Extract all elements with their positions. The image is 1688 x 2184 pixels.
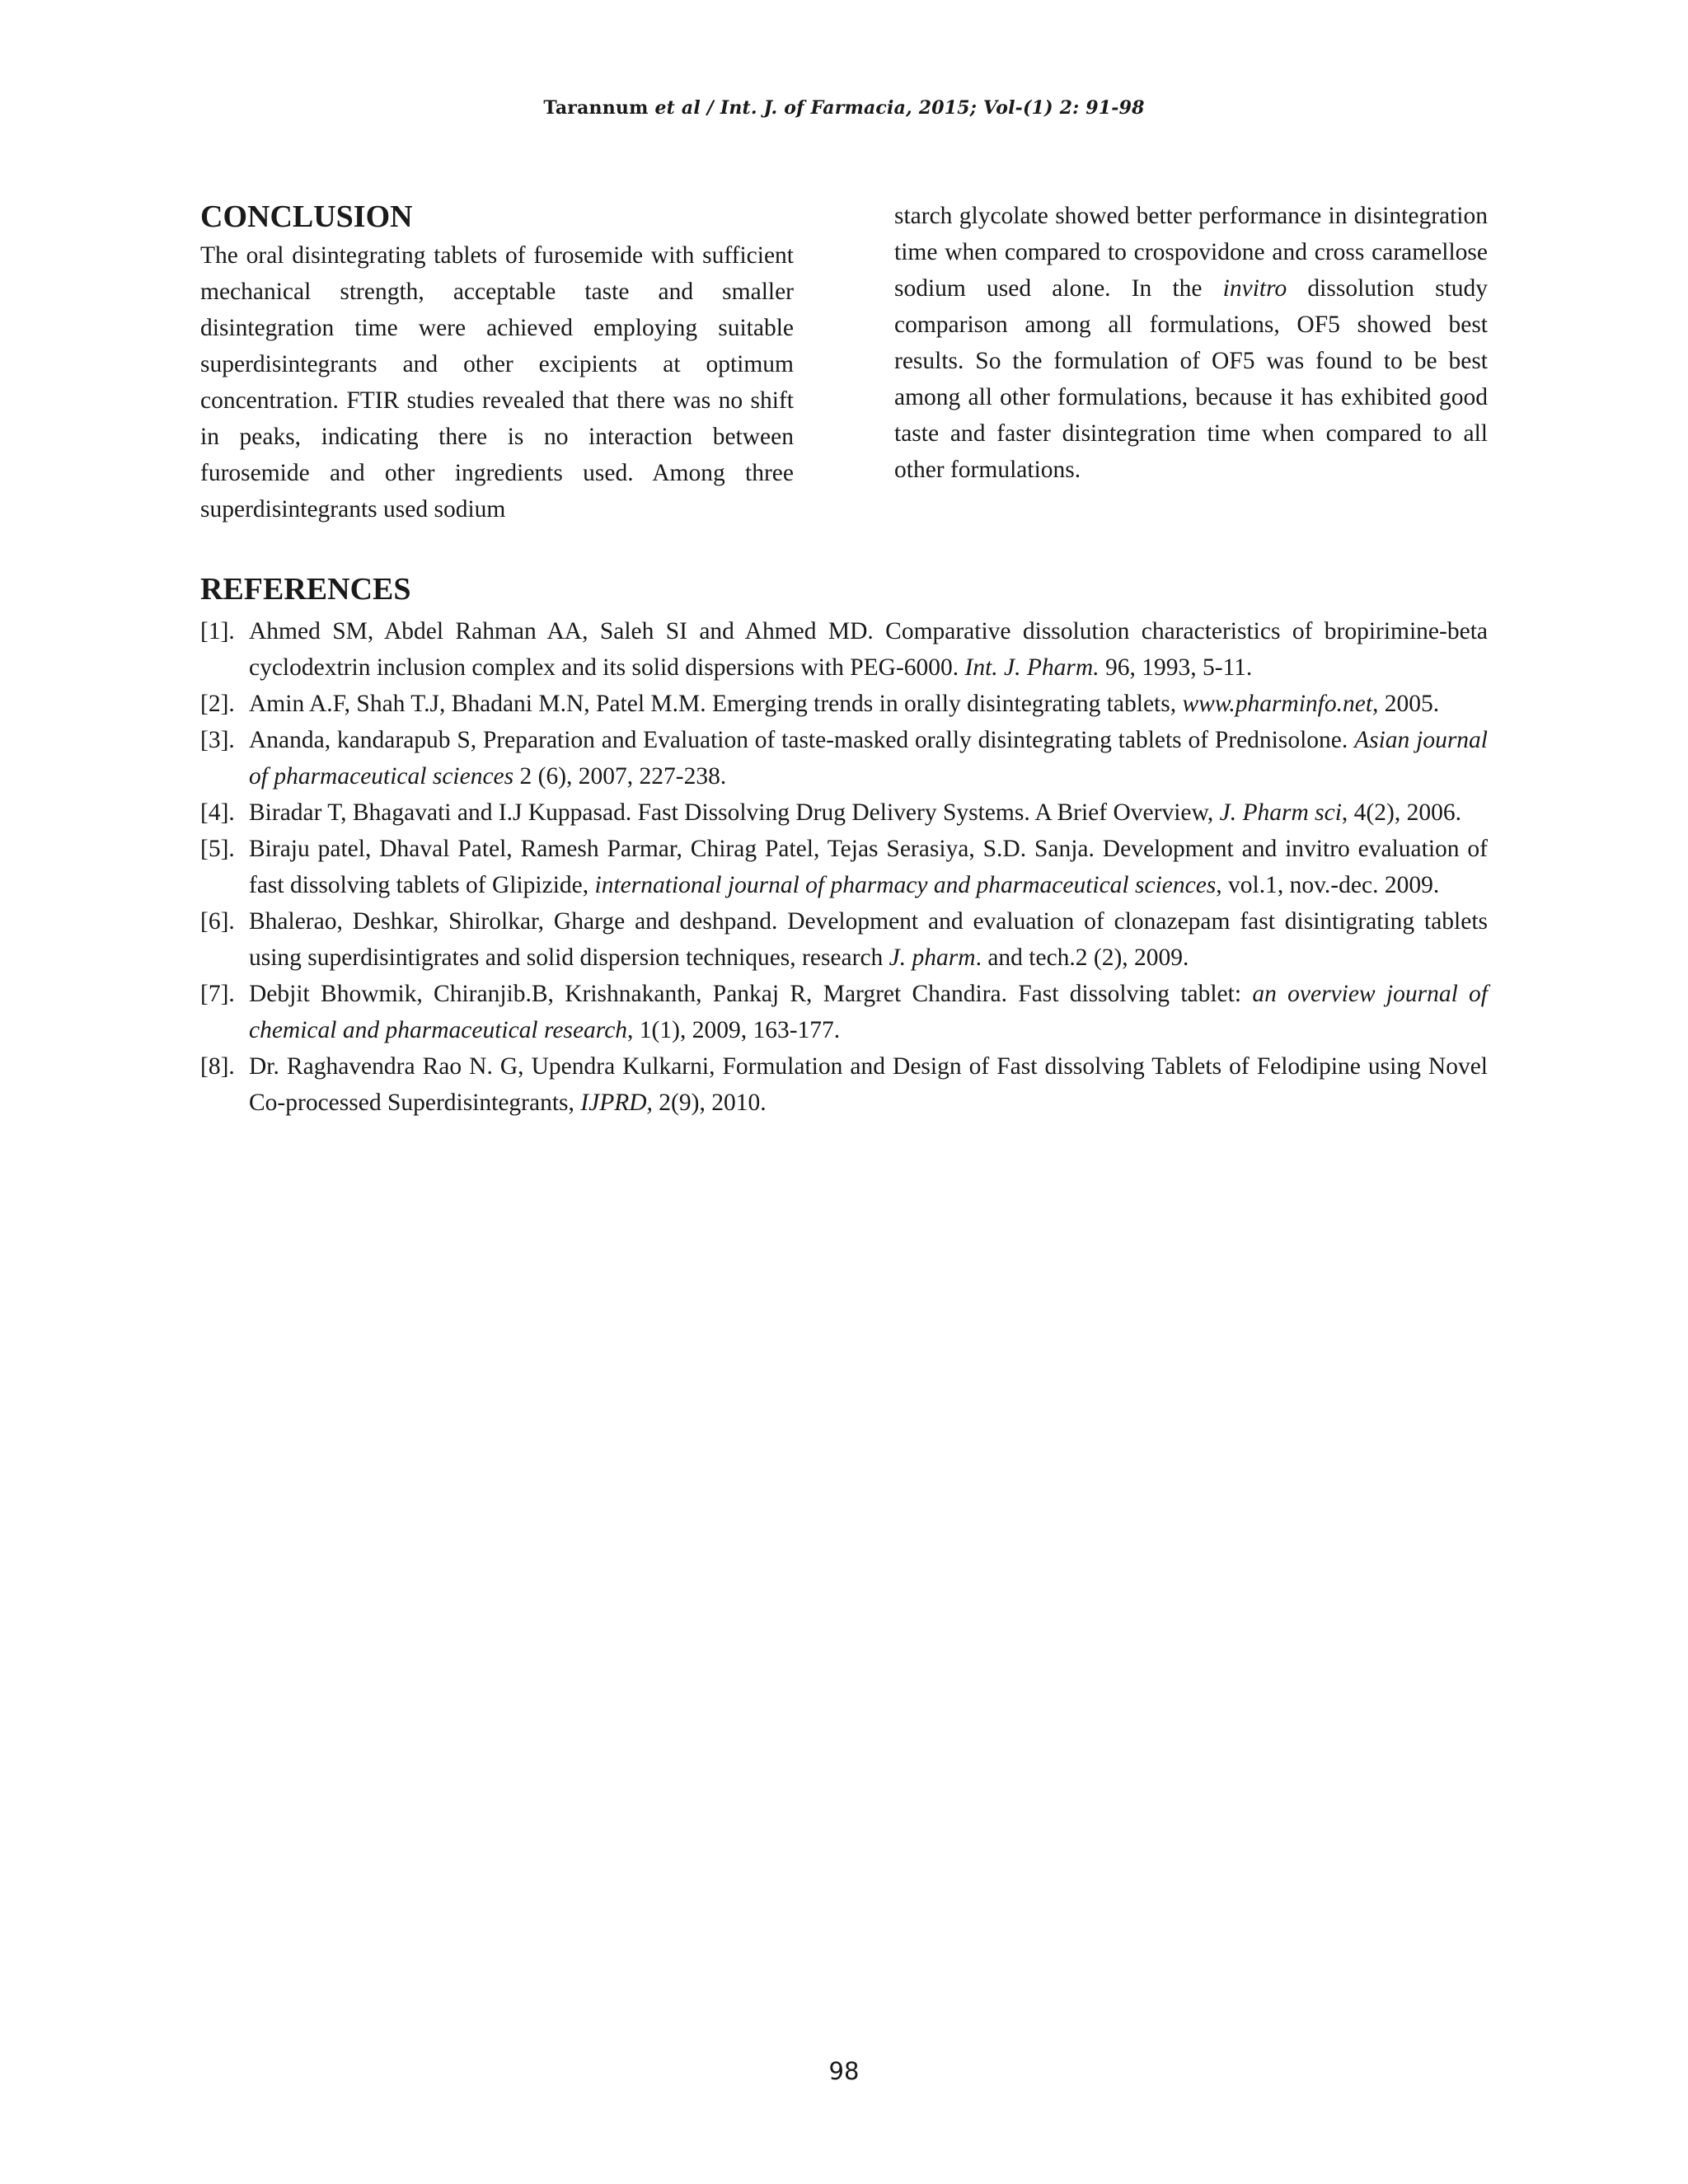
reference-source: Int. J. Pharm.: [964, 654, 1100, 681]
reference-number: [3].: [200, 727, 235, 753]
reference-number: [5].: [200, 836, 235, 862]
reference-details: . and tech.2 (2), 2009.: [975, 944, 1189, 971]
reference-number: [4].: [200, 799, 235, 826]
page-number: 98: [828, 2057, 860, 2085]
reference-source: Asian journal of pharmaceutical sciences: [249, 727, 1488, 790]
reference-source: J. pharm: [889, 944, 976, 971]
reference-number: [2].: [200, 691, 235, 717]
reference-item: [200, 686, 1488, 722]
reference-source: IJPRD,: [580, 1090, 653, 1116]
reference-source: J. Pharm sci: [1219, 799, 1342, 826]
reference-details: 2(9), 2010.: [659, 1090, 767, 1116]
reference-source: an overview journal of chemical and pharmaceutical research: [249, 981, 1488, 1043]
reference-details: , vol.1, nov.-dec. 2009.: [1216, 872, 1440, 898]
reference-list: [200, 613, 1488, 1121]
reference-item: [200, 794, 1488, 831]
header-author: Tarannum: [543, 97, 649, 119]
reference-item: [200, 831, 1488, 903]
reference-item: [200, 976, 1488, 1048]
references-heading: REFERENCES: [200, 572, 411, 607]
reference-text: Ananda, kandarapub S, Preparation and Evaluation of taste-masked orally disintegrating tablets of Prednisolone.: [249, 727, 1348, 753]
conclusion-text-right-b: dissolution study comparison among all formulations, OF5 showed best results. So the formulation of OF5 was found to be best among all other formulations, because it has exhibited good taste and faster disintegration time when compared to all other formulations.: [894, 275, 1489, 483]
reference-details: 96, 1993, 5-11.: [1104, 654, 1253, 681]
reference-text: Biraju patel, Dhaval Patel, Ramesh Parmar, Chirag Patel, Tejas Serasiya, S.D. Sanja. Development and invitro evaluation of fast dissolving tablets of Glipizide,: [249, 836, 1488, 898]
running-header: [0, 97, 1688, 119]
reference-text: Bhalerao, Deshkar, Shirolkar, Gharge and deshpand. Development and evaluation of clonazepam fast disintigrating tablets using superdisintigrates and solid dispersion techniques, research: [249, 908, 1488, 971]
reference-number: [7].: [200, 981, 235, 1007]
reference-item: [200, 613, 1488, 686]
reference-details: , 1(1), 2009, 163-177.: [627, 1017, 841, 1043]
reference-details: , 4(2), 2006.: [1341, 799, 1461, 826]
conclusion-heading: CONCLUSION: [200, 199, 413, 234]
reference-text: Debjit Bhowmik, Chiranjib.B, Krishnakanth, Pankaj R, Margret Chandira. Fast dissolving tablet:: [249, 981, 1242, 1007]
conclusion-left-column: [200, 196, 794, 527]
reference-details: 2005.: [1384, 691, 1440, 717]
reference-text: Dr. Raghavendra Rao N. G, Upendra Kulkarni, Formulation and Design of Fast dissolving Tablets of Felodipine using Novel Co-processed Superdisintegrants,: [249, 1053, 1488, 1116]
reference-source: international journal of pharmacy and pharmaceutical sciences: [594, 872, 1217, 898]
reference-text: Biradar T, Bhagavati and I.J Kuppasad. Fast Dissolving Drug Delivery Systems. A Brief Overview,: [249, 799, 1214, 826]
reference-item: [200, 722, 1488, 794]
reference-number: [6].: [200, 908, 235, 935]
reference-item: [200, 1048, 1488, 1121]
reference-text: Ahmed SM, Abdel Rahman AA, Saleh SI and Ahmed MD. Comparative dissolution characteristics of bropirimine-beta cyclodextrin inclusion complex and its solid dispersions with PEG-6000.: [249, 618, 1488, 681]
reference-number: [1].: [200, 618, 235, 644]
conclusion-text-right: [894, 198, 1488, 488]
reference-text: Amin A.F, Shah T.J, Bhadani M.N, Patel M.M. Emerging trends in orally disintegrating tablets,: [249, 691, 1177, 717]
conclusion-right-column: [894, 198, 1488, 488]
conclusion-invitro: invitro: [1222, 275, 1287, 302]
conclusion-text-left: The oral disintegrating tablets of furosemide with sufficient mechanical strength, acceptable taste and smaller disintegration time were achieved employing suitable superdisintegrants and other excipients at optimum concentration. FTIR studies revealed that there was no shift in peaks, indicating there is no interaction between furosemide and other ingredients used. Among three superdisintegrants used sodium: [200, 242, 794, 523]
conclusion-text-right-a: starch glycolate showed better performance in disintegration time when compared to crospovidone and cross caramellose sodium used alone. In the: [894, 203, 1488, 302]
reference-source: www.pharminfo.net,: [1182, 691, 1379, 717]
header-citation: et al / Int. J. of Farmacia, 2015; Vol-(1) 2: 91-98: [654, 97, 1145, 119]
references-section: [200, 569, 1488, 1121]
reference-number: [8].: [200, 1053, 235, 1080]
reference-item: [200, 903, 1488, 976]
reference-details: 2 (6), 2007, 227-238.: [519, 763, 727, 790]
